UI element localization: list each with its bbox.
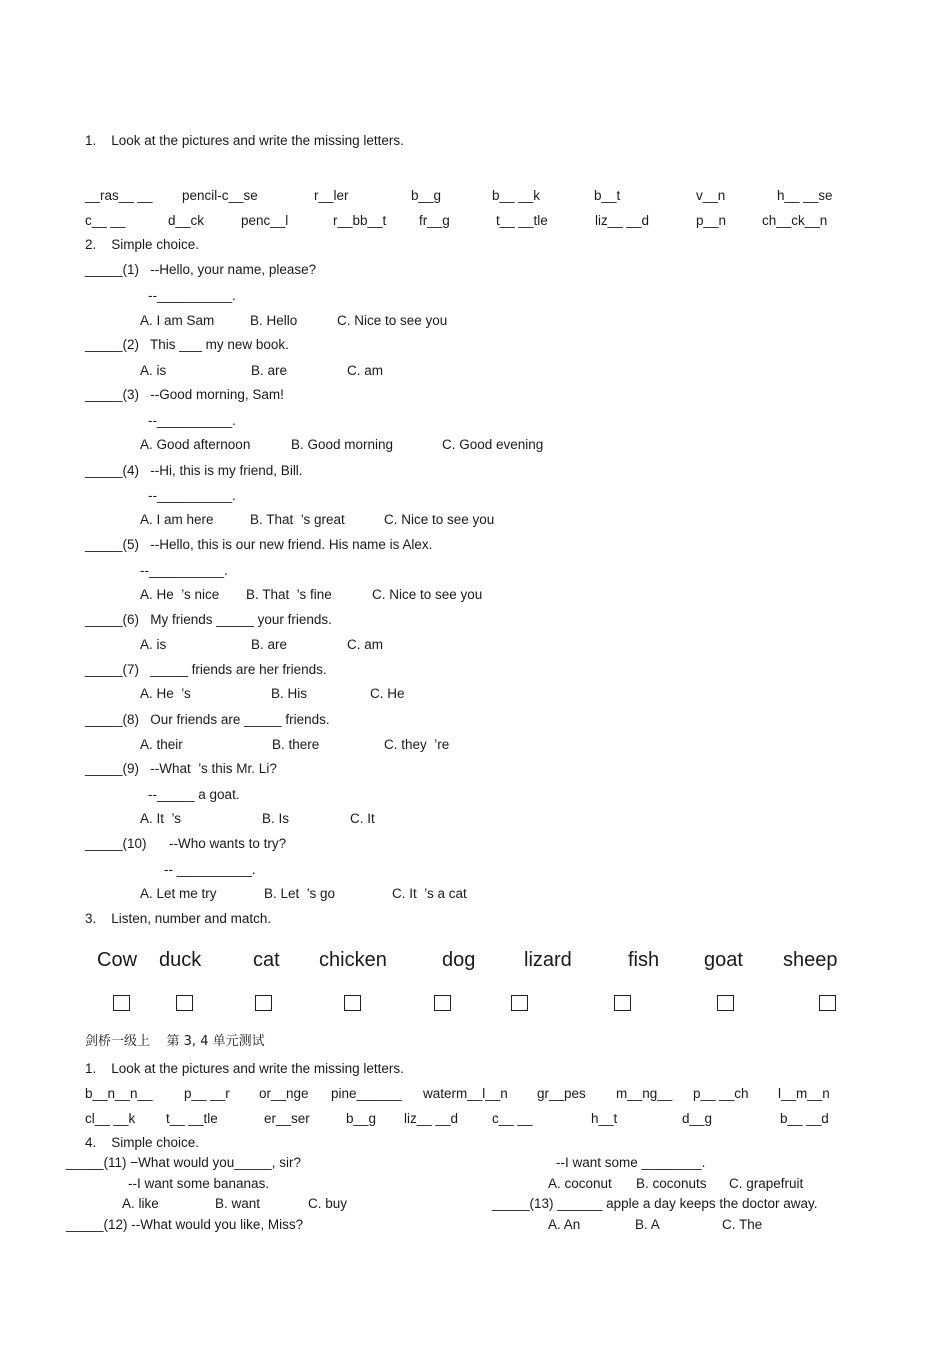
checkbox-icon[interactable]: [344, 995, 361, 1011]
question-9: _____(9) --What ’s this Mr. Li?: [85, 761, 277, 776]
option-b: B. are: [251, 363, 288, 378]
option-c: C. Good evening: [442, 437, 544, 452]
blank-word: or__nge: [259, 1086, 309, 1101]
option-b: B. coconuts: [636, 1176, 707, 1191]
option-c: C. Nice to see you: [337, 313, 448, 328]
blank-word: b__g: [411, 188, 442, 203]
option-c: C. The: [722, 1217, 763, 1232]
animal-word: Cow: [97, 949, 138, 971]
blank-word: p__ __ch: [693, 1086, 749, 1101]
option-a: A. is: [140, 363, 167, 378]
question-13: _____(13) ______ apple a day keeps the doctor away.: [492, 1196, 818, 1211]
blank-word: liz__ __d: [404, 1111, 459, 1126]
option-c: C. grapefruit: [729, 1176, 804, 1191]
unit-title: 剑桥一级上 第 3, 4 单元测试: [85, 1034, 265, 1049]
option-a: A. coconut: [548, 1176, 612, 1191]
option-a: A. Good afternoon: [140, 437, 251, 452]
blank-word: ch__ck__n: [762, 213, 828, 228]
option-b: B. A: [635, 1217, 660, 1232]
checkbox-icon[interactable]: [255, 995, 272, 1011]
question-2: _____(2) This ___ my new book.: [85, 337, 289, 352]
section2-heading: 2. Simple choice.: [85, 237, 200, 252]
checkbox-icon[interactable]: [614, 995, 631, 1011]
section1-heading: 1. Look at the pictures and write the missing letters.: [85, 133, 404, 148]
answer-line: --I want some ________.: [556, 1155, 706, 1170]
blank-word: b__ __d: [780, 1111, 829, 1126]
option-b: B. That ’s fine: [246, 587, 332, 602]
option-c: C. Nice to see you: [372, 587, 483, 602]
blank-word: c__ __: [492, 1111, 533, 1126]
blank-word: m__ng__: [616, 1086, 673, 1101]
option-c: C. am: [347, 637, 384, 652]
checkbox-icon[interactable]: [511, 995, 528, 1011]
option-a: A. I am Sam: [140, 313, 215, 328]
animal-word: dog: [442, 949, 476, 971]
option-a: A. is: [140, 637, 167, 652]
blank-word: c__ __: [85, 213, 126, 228]
blank-word: t__ __tle: [496, 213, 548, 228]
option-c: C. He: [370, 686, 405, 701]
blank-word: d__g: [682, 1111, 713, 1126]
blank-word: d__ck: [168, 213, 205, 228]
blank-word: r__bb__t: [333, 213, 387, 228]
blank-word: liz__ __d: [595, 213, 650, 228]
option-c: C. It: [350, 811, 375, 826]
option-b: B. Let ’s go: [264, 886, 336, 901]
checkbox-icon[interactable]: [434, 995, 451, 1011]
option-c: C. buy: [308, 1196, 348, 1211]
option-c: C. am: [347, 363, 384, 378]
section4-heading: 1. Look at the pictures and write the missing letters.: [85, 1061, 404, 1076]
blank-word: b__ __k: [492, 188, 541, 203]
question-3: _____(3) --Good morning, Sam!: [85, 387, 284, 402]
option-a: A. He ’s nice: [140, 587, 220, 602]
blank-word: __ras__ __: [85, 188, 153, 203]
section5-heading: 4. Simple choice.: [85, 1135, 200, 1150]
checkbox-icon[interactable]: [113, 995, 130, 1011]
option-b: B. His: [271, 686, 308, 701]
option-c: C. Nice to see you: [384, 512, 495, 527]
blank-word: cl__ __k: [85, 1111, 136, 1126]
option-b: B. there: [272, 737, 320, 752]
option-b: B. Is: [262, 811, 290, 826]
animal-word: goat: [704, 949, 743, 971]
checkbox-icon[interactable]: [717, 995, 734, 1011]
blank-word: h__ __se: [777, 188, 833, 203]
option-a: A. like: [122, 1196, 159, 1211]
blank-word: p__ __r: [184, 1086, 230, 1101]
question-10: _____(10) --Who wants to try?: [85, 836, 287, 851]
question-6: _____(6) My friends _____ your friends.: [85, 612, 332, 627]
animal-word: chicken: [319, 949, 387, 971]
question-4: _____(4) --Hi, this is my friend, Bill.: [85, 463, 303, 478]
question-1: _____(1) --Hello, your name, please?: [85, 262, 317, 277]
blank-word: b__t: [594, 188, 621, 203]
animal-word: sheep: [783, 949, 838, 971]
animal-word: lizard: [524, 949, 572, 971]
blank-word: b__n__n__: [85, 1086, 153, 1101]
option-b: B. That ’s great: [250, 512, 345, 527]
question-7: _____(7) _____ friends are her friends.: [85, 662, 327, 677]
checkbox-icon[interactable]: [819, 995, 836, 1011]
blank-word: p__n: [696, 213, 727, 228]
blank-word: pencil-c__se: [182, 188, 258, 203]
option-b: B. are: [251, 637, 288, 652]
answer-blank: --__________.: [140, 563, 228, 578]
option-a: A. He ’s: [140, 686, 191, 701]
answer-blank: --__________.: [148, 288, 236, 303]
blank-word: waterm__l__n: [423, 1086, 508, 1101]
blank-word: er__ser: [264, 1111, 310, 1126]
option-c: C. they ’re: [384, 737, 450, 752]
question-5: _____(5) --Hello, this is our new friend. His name is Alex.: [85, 537, 433, 552]
animal-word: fish: [628, 949, 660, 971]
blank-word: l__m__n: [778, 1086, 830, 1101]
question-8: _____(8) Our friends are _____ friends.: [85, 712, 330, 727]
question-11: _____(11) −What would you_____, sir?: [66, 1155, 302, 1170]
option-a: A. Let me try: [140, 886, 217, 901]
checkbox-icon[interactable]: [176, 995, 193, 1011]
blank-word: h__t: [591, 1111, 618, 1126]
option-c: C. It ’s a cat: [392, 886, 467, 901]
blank-word: fr__g: [419, 213, 450, 228]
option-b: B. Good morning: [291, 437, 394, 452]
blank-word: b__g: [346, 1111, 377, 1126]
blank-word: t__ __tle: [166, 1111, 218, 1126]
option-b: B. Hello: [250, 313, 298, 328]
question-12: _____(12) --What would you like, Miss?: [66, 1217, 304, 1232]
blank-word: penc__l: [241, 213, 289, 228]
option-a: A. their: [140, 737, 183, 752]
answer-blank: -- __________.: [164, 862, 256, 877]
blank-word: r__ler: [314, 188, 349, 203]
answer-blank: --_____ a goat.: [148, 787, 240, 802]
animal-word: duck: [159, 949, 202, 971]
option-a: A. It ’s: [140, 811, 182, 826]
answer-blank: --__________.: [148, 413, 236, 428]
answer-blank: --__________.: [148, 488, 236, 503]
blank-word: gr__pes: [537, 1086, 586, 1101]
blank-word: v__n: [696, 188, 726, 203]
option-b: B. want: [215, 1196, 261, 1211]
answer-line: --I want some bananas.: [128, 1176, 270, 1191]
option-a: A. I am here: [140, 512, 214, 527]
blank-word: pine______: [331, 1086, 402, 1101]
animal-word: cat: [253, 949, 280, 971]
section3-heading: 3. Listen, number and match.: [85, 911, 272, 926]
option-a: A. An: [548, 1217, 581, 1232]
